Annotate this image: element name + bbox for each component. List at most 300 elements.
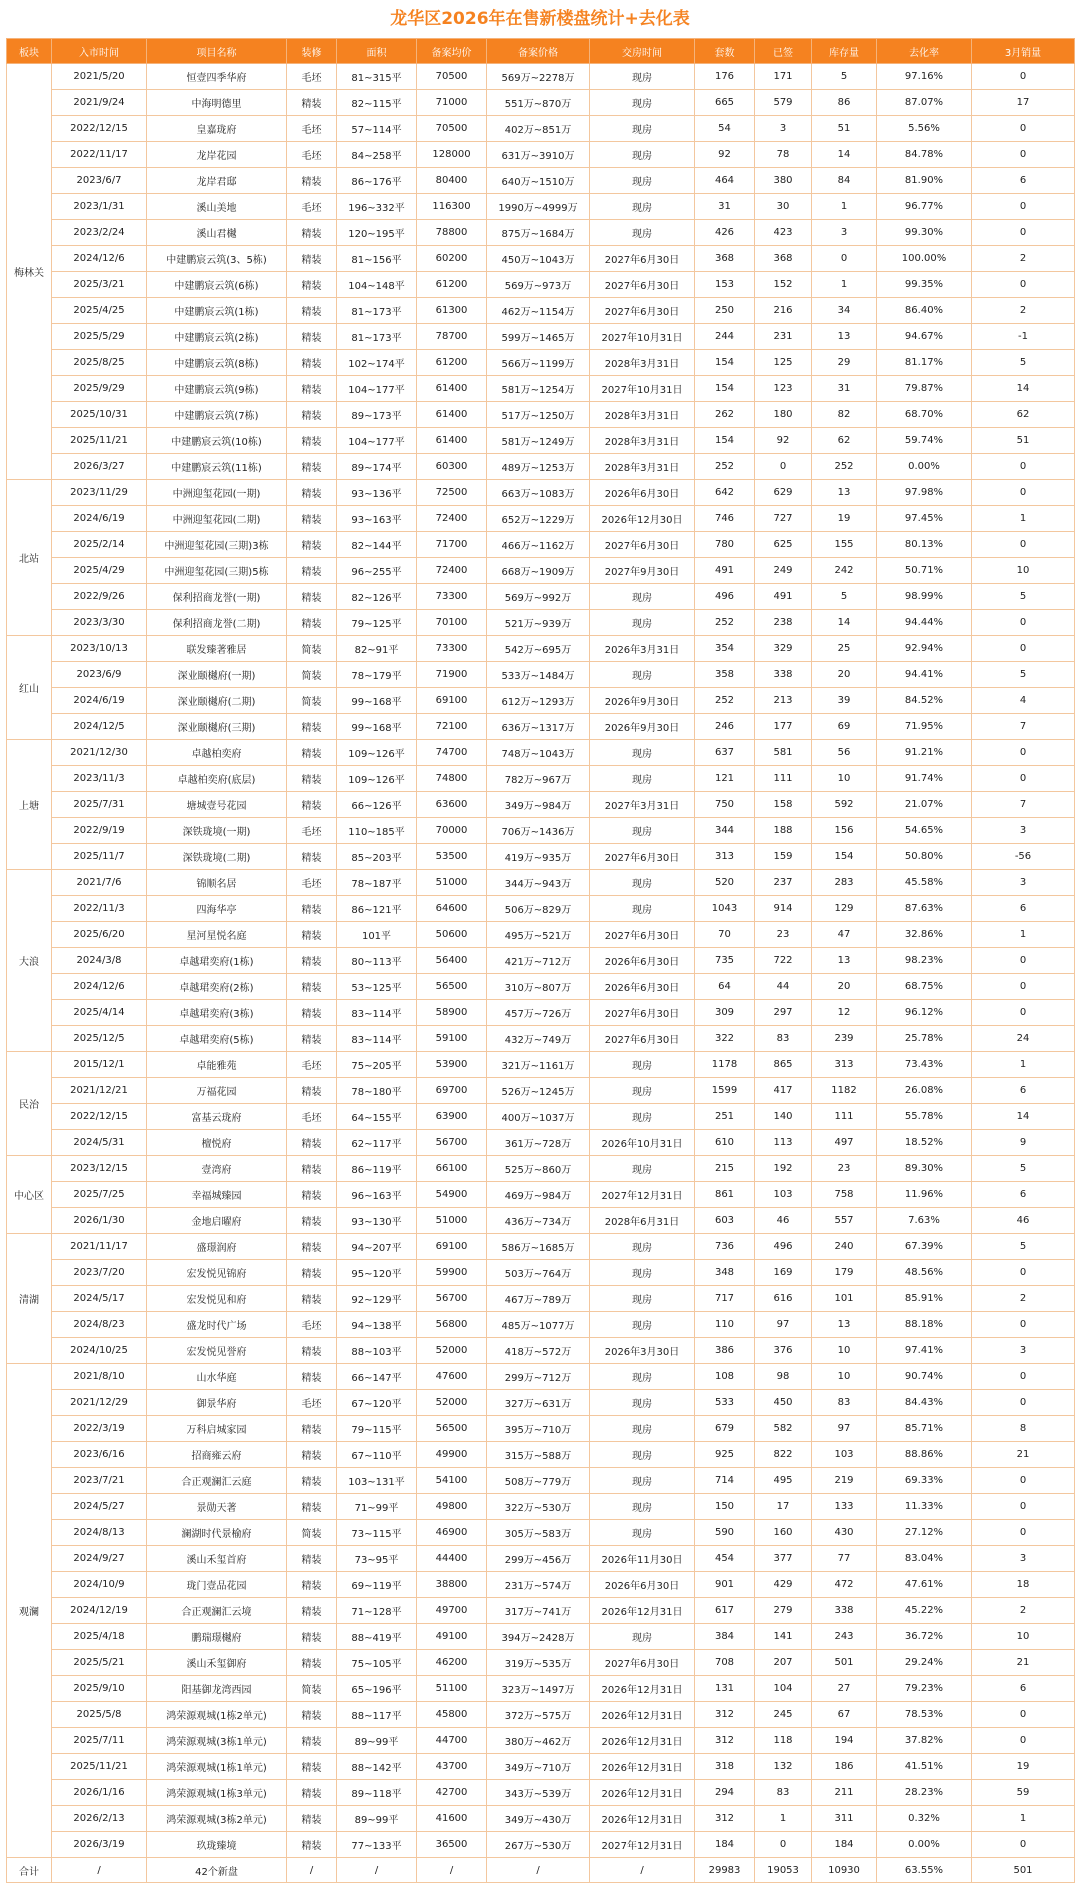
table-cell: 98: [755, 1364, 812, 1390]
table-cell: 2025/12/5: [52, 1026, 147, 1052]
table-cell: 49700: [417, 1598, 487, 1624]
table-cell: 663万~1083万: [487, 480, 590, 506]
table-cell: 0: [972, 1520, 1075, 1546]
table-cell: 82~115平: [337, 90, 417, 116]
table-cell: 71900: [417, 662, 487, 688]
table-row: [7, 1650, 1075, 1676]
table-cell: 21: [972, 1650, 1075, 1676]
table-cell: 69700: [417, 1078, 487, 1104]
table-cell: 110: [695, 1312, 755, 1338]
total-cell: 42个新盘: [147, 1858, 287, 1883]
table-cell: 312: [695, 1702, 755, 1728]
table-cell: 32.86%: [877, 922, 972, 948]
table-cell: 322万~530万: [487, 1494, 590, 1520]
table-cell: 78~187平: [337, 870, 417, 896]
table-cell: 60200: [417, 246, 487, 272]
table-cell: 472: [812, 1572, 877, 1598]
table-cell: 0: [972, 1728, 1075, 1754]
table-cell: 249: [755, 558, 812, 584]
table-row: [7, 1416, 1075, 1442]
table-cell: 70500: [417, 116, 487, 142]
table-cell: 525万~860万: [487, 1156, 590, 1182]
table-cell: 精装: [287, 740, 337, 766]
table-cell: 精装: [287, 1442, 337, 1468]
table-cell: 3: [972, 1338, 1075, 1364]
table-cell: 2024/9/27: [52, 1546, 147, 1572]
table-cell: 69: [812, 714, 877, 740]
table-cell: 2026年12月31日: [590, 1780, 695, 1806]
table-cell: 54.65%: [877, 818, 972, 844]
table-cell: 59900: [417, 1260, 487, 1286]
table-cell: 72400: [417, 506, 487, 532]
table-row: [7, 636, 1075, 662]
table-cell: 77~133平: [337, 1832, 417, 1858]
table-cell: 2026年11月30日: [590, 1546, 695, 1572]
table-cell: 101平: [337, 922, 417, 948]
table-cell: 83~114平: [337, 1026, 417, 1052]
table-cell: 2026年12月31日: [590, 1806, 695, 1832]
table-cell: 现房: [590, 1286, 695, 1312]
table-cell: 252: [695, 610, 755, 636]
table-cell: 377: [755, 1546, 812, 1572]
table-cell: 2028年3月31日: [590, 350, 695, 376]
table-cell: 426: [695, 220, 755, 246]
table-cell: 56700: [417, 1130, 487, 1156]
table-cell: 252: [812, 454, 877, 480]
table-cell: 103: [755, 1182, 812, 1208]
table-cell: 311: [812, 1806, 877, 1832]
table-cell: 454: [695, 1546, 755, 1572]
district-cell: 观澜: [7, 1364, 52, 1858]
table-cell: 2024/8/23: [52, 1312, 147, 1338]
table-cell: 2028年6月31日: [590, 1208, 695, 1234]
table-cell: 714: [695, 1468, 755, 1494]
table-cell: 71~128平: [337, 1598, 417, 1624]
table-cell: 297: [755, 1000, 812, 1026]
table-cell: 78~179平: [337, 662, 417, 688]
table-cell: 2026年12月30日: [590, 506, 695, 532]
table-cell: 23: [812, 1156, 877, 1182]
table-cell: 0.32%: [877, 1806, 972, 1832]
table-cell: 2023/12/15: [52, 1156, 147, 1182]
table-cell: 精装: [287, 90, 337, 116]
table-cell: 精装: [287, 1832, 337, 1858]
table-cell: 精装: [287, 1182, 337, 1208]
table-cell: 5: [812, 64, 877, 90]
table-cell: 2026年3月30日: [590, 1338, 695, 1364]
table-cell: 82~91平: [337, 636, 417, 662]
table-cell: 2028年3月31日: [590, 454, 695, 480]
table-cell: 77: [812, 1546, 877, 1572]
table-cell: 0: [972, 532, 1075, 558]
table-cell: 13: [812, 1312, 877, 1338]
table-cell: 73300: [417, 636, 487, 662]
table-cell: 1182: [812, 1078, 877, 1104]
table-cell: 保利招商龙誉(二期): [147, 610, 287, 636]
table-cell: 251: [695, 1104, 755, 1130]
table-cell: 497: [812, 1130, 877, 1156]
table-cell: 39: [812, 688, 877, 714]
table-cell: 51: [972, 428, 1075, 454]
table-cell: 104: [755, 1676, 812, 1702]
table-cell: 2027年6月30日: [590, 844, 695, 870]
table-cell: 精装: [287, 1780, 337, 1806]
table-cell: 376: [755, 1338, 812, 1364]
table-cell: 精装: [287, 1208, 337, 1234]
table-cell: 82~144平: [337, 532, 417, 558]
table-cell: 2023/2/24: [52, 220, 147, 246]
table-cell: 131: [695, 1676, 755, 1702]
table-cell: 81~156平: [337, 246, 417, 272]
table-cell: 368: [695, 246, 755, 272]
table-cell: 34: [812, 298, 877, 324]
table-cell: 11.33%: [877, 1494, 972, 1520]
table-cell: 358: [695, 662, 755, 688]
table-cell: 溪山禾玺御府: [147, 1650, 287, 1676]
table-row: [7, 1234, 1075, 1260]
table-cell: 92~129平: [337, 1286, 417, 1312]
table-cell: 14: [812, 142, 877, 168]
table-cell: 80.13%: [877, 532, 972, 558]
table-row: [7, 974, 1075, 1000]
table-cell: 46: [755, 1208, 812, 1234]
table-cell: 精装: [287, 1624, 337, 1650]
table-cell: 96~163平: [337, 1182, 417, 1208]
table-cell: 26.08%: [877, 1078, 972, 1104]
table-cell: 73.43%: [877, 1052, 972, 1078]
table-row: [7, 64, 1075, 90]
table-cell: 566万~1199万: [487, 350, 590, 376]
table-cell: 阳基御龙湾西园: [147, 1676, 287, 1702]
table-cell: 0: [972, 740, 1075, 766]
table-cell: 109~126平: [337, 740, 417, 766]
table-row: [7, 1286, 1075, 1312]
table-cell: 简装: [287, 662, 337, 688]
table-cell: 78~180平: [337, 1078, 417, 1104]
table-cell: 46900: [417, 1520, 487, 1546]
table-cell: 69100: [417, 688, 487, 714]
table-cell: 323万~1497万: [487, 1676, 590, 1702]
table-cell: 2021/9/24: [52, 90, 147, 116]
table-cell: 41.51%: [877, 1754, 972, 1780]
table-cell: 750: [695, 792, 755, 818]
table-cell: 精装: [287, 922, 337, 948]
table-cell: 129: [812, 896, 877, 922]
table-cell: 309: [695, 1000, 755, 1026]
table-cell: 402万~851万: [487, 116, 590, 142]
table-cell: 708: [695, 1650, 755, 1676]
table-cell: 精装: [287, 1598, 337, 1624]
table-cell: 25.78%: [877, 1026, 972, 1052]
table-cell: 417: [755, 1078, 812, 1104]
table-cell: 36500: [417, 1832, 487, 1858]
table-cell: 2026年12月31日: [590, 1702, 695, 1728]
total-cell: /: [590, 1858, 695, 1883]
table-cell: 617: [695, 1598, 755, 1624]
table-cell: 569万~973万: [487, 272, 590, 298]
table-cell: 85.71%: [877, 1416, 972, 1442]
table-cell: 0: [972, 610, 1075, 636]
table-cell: 2027年3月31日: [590, 792, 695, 818]
table-cell: 现房: [590, 1624, 695, 1650]
table-cell: 67: [812, 1702, 877, 1728]
table-cell: 372万~575万: [487, 1702, 590, 1728]
table-cell: 156: [812, 818, 877, 844]
table-cell: 63900: [417, 1104, 487, 1130]
table-cell: 18.52%: [877, 1130, 972, 1156]
table-cell: 2025/6/20: [52, 922, 147, 948]
table-cell: 御景华府: [147, 1390, 287, 1416]
table-cell: 中建鹏宸云筑(7栋): [147, 402, 287, 428]
table-cell: 464: [695, 168, 755, 194]
table-cell: 194: [812, 1728, 877, 1754]
header-cell: 已签: [755, 39, 812, 64]
table-cell: 2024/3/8: [52, 948, 147, 974]
table-cell: 120~195平: [337, 220, 417, 246]
table-cell: 160: [755, 1520, 812, 1546]
table-cell: 鹏瑞璟樾府: [147, 1624, 287, 1650]
district-cell: 中心区: [7, 1156, 52, 1234]
table-cell: 27: [812, 1676, 877, 1702]
table-cell: 79.87%: [877, 376, 972, 402]
table-cell: 精装: [287, 610, 337, 636]
table-cell: 精装: [287, 1650, 337, 1676]
table-cell: 97.45%: [877, 506, 972, 532]
table-cell: 卓越珺奕府(3栋): [147, 1000, 287, 1026]
table-cell: 0: [972, 1832, 1075, 1858]
table-cell: 2024/6/19: [52, 506, 147, 532]
table-cell: 60300: [417, 454, 487, 480]
table-cell: 2026年9月30日: [590, 714, 695, 740]
table-cell: 70000: [417, 818, 487, 844]
table-cell: 384: [695, 1624, 755, 1650]
table-cell: 2026年9月30日: [590, 688, 695, 714]
table-cell: 418万~572万: [487, 1338, 590, 1364]
table-cell: 0: [972, 636, 1075, 662]
table-row: [7, 1546, 1075, 1572]
table-cell: 88~142平: [337, 1754, 417, 1780]
table-cell: -1: [972, 324, 1075, 350]
table-cell: 158: [755, 792, 812, 818]
table-cell: 99~168平: [337, 714, 417, 740]
table-cell: 861: [695, 1182, 755, 1208]
table-cell: 97: [812, 1416, 877, 1442]
table-cell: 462万~1154万: [487, 298, 590, 324]
table-cell: 2025/8/25: [52, 350, 147, 376]
table-row: [7, 1728, 1075, 1754]
table-cell: 62~117平: [337, 1130, 417, 1156]
table-cell: 421万~712万: [487, 948, 590, 974]
table-cell: 250: [695, 298, 755, 324]
table-cell: 2025/4/29: [52, 558, 147, 584]
table-cell: 90.74%: [877, 1364, 972, 1390]
table-cell: 344万~943万: [487, 870, 590, 896]
table-cell: 118: [755, 1728, 812, 1754]
table-cell: 29.24%: [877, 1650, 972, 1676]
table-cell: 精装: [287, 1806, 337, 1832]
table-row: [7, 1754, 1075, 1780]
table-cell: 207: [755, 1650, 812, 1676]
table-cell: 83: [812, 1390, 877, 1416]
table-cell: 精装: [287, 792, 337, 818]
table-cell: 保利招商龙誉(一期): [147, 584, 287, 610]
table-cell: 6: [972, 168, 1075, 194]
table-cell: 现房: [590, 610, 695, 636]
table-cell: 联发臻著雅居: [147, 636, 287, 662]
table-cell: 177: [755, 714, 812, 740]
table-cell: 78800: [417, 220, 487, 246]
table-cell: 44: [755, 974, 812, 1000]
table-cell: 21: [972, 1442, 1075, 1468]
table-cell: 毛坯: [287, 116, 337, 142]
table-cell: 现房: [590, 740, 695, 766]
table-cell: 现房: [590, 194, 695, 220]
table-cell: 14: [972, 1104, 1075, 1130]
table-cell: 宏发悦见誉府: [147, 1338, 287, 1364]
table-cell: 现房: [590, 142, 695, 168]
table-cell: 鸿荣源观城(3栋2单元): [147, 1806, 287, 1832]
table-cell: 2025/2/14: [52, 532, 147, 558]
table-cell: 2023/11/3: [52, 766, 147, 792]
table-cell: 496: [755, 1234, 812, 1260]
table-cell: 精装: [287, 766, 337, 792]
table-cell: 2027年10月31日: [590, 324, 695, 350]
table-cell: 现房: [590, 1052, 695, 1078]
table-cell: 71000: [417, 90, 487, 116]
table-cell: 2025/4/14: [52, 1000, 147, 1026]
table-cell: 2025/9/29: [52, 376, 147, 402]
table-cell: 81.17%: [877, 350, 972, 376]
table-row: [7, 662, 1075, 688]
table-cell: 94~207平: [337, 1234, 417, 1260]
table-cell: 精装: [287, 272, 337, 298]
total-cell: 10930: [812, 1858, 877, 1883]
table-cell: 2026/2/13: [52, 1806, 147, 1832]
table-cell: 5: [972, 1234, 1075, 1260]
table-cell: 64~155平: [337, 1104, 417, 1130]
table-cell: 19: [972, 1754, 1075, 1780]
table-cell: 94~138平: [337, 1312, 417, 1338]
table-cell: 354: [695, 636, 755, 662]
table-cell: 43700: [417, 1754, 487, 1780]
table-cell: 569万~992万: [487, 584, 590, 610]
table-cell: 450万~1043万: [487, 246, 590, 272]
table-row: [7, 1104, 1075, 1130]
table-cell: 2026年12月31日: [590, 1598, 695, 1624]
table-cell: 现房: [590, 1078, 695, 1104]
table-cell: 精装: [287, 1338, 337, 1364]
table-cell: 83.04%: [877, 1546, 972, 1572]
table-cell: 鸿荣源观城(1栋1单元): [147, 1754, 287, 1780]
table-cell: 0: [972, 1364, 1075, 1390]
table-cell: 精装: [287, 1468, 337, 1494]
table-cell: 星河星悦名庭: [147, 922, 287, 948]
table-cell: 10: [972, 558, 1075, 584]
table-cell: 2022/9/19: [52, 818, 147, 844]
table-cell: 87.63%: [877, 896, 972, 922]
table-cell: 2: [972, 246, 1075, 272]
table-cell: 84.78%: [877, 142, 972, 168]
table-cell: 53900: [417, 1052, 487, 1078]
table-cell: 184: [695, 1832, 755, 1858]
table-cell: 94.41%: [877, 662, 972, 688]
table-cell: 495: [755, 1468, 812, 1494]
table-cell: 现房: [590, 1416, 695, 1442]
table-cell: 780: [695, 532, 755, 558]
table-cell: 0: [972, 974, 1075, 1000]
table-row: [7, 1780, 1075, 1806]
table-cell: 67~120平: [337, 1390, 417, 1416]
table-cell: 485万~1077万: [487, 1312, 590, 1338]
table-row: [7, 1390, 1075, 1416]
table-cell: 现房: [590, 168, 695, 194]
table-cell: 2024/5/31: [52, 1130, 147, 1156]
table-cell: 36.72%: [877, 1624, 972, 1650]
table-cell: 1: [812, 194, 877, 220]
table-cell: 436万~734万: [487, 1208, 590, 1234]
table-cell: 299万~712万: [487, 1364, 590, 1390]
table-row: [7, 870, 1075, 896]
table-cell: 83: [755, 1026, 812, 1052]
table-cell: 517万~1250万: [487, 402, 590, 428]
table-cell: 102~174平: [337, 350, 417, 376]
table-cell: 精装: [287, 584, 337, 610]
table-cell: 5: [812, 584, 877, 610]
total-cell: 501: [972, 1858, 1075, 1883]
table-cell: 467万~789万: [487, 1286, 590, 1312]
table-cell: 精装: [287, 532, 337, 558]
table-row: [7, 220, 1075, 246]
table-cell: 现房: [590, 1442, 695, 1468]
table-cell: 48.56%: [877, 1260, 972, 1286]
table-cell: 599万~1465万: [487, 324, 590, 350]
table-cell: 精装: [287, 168, 337, 194]
table-cell: 0: [972, 480, 1075, 506]
table-row: [7, 1702, 1075, 1728]
header-cell: 套数: [695, 39, 755, 64]
table-row: [7, 766, 1075, 792]
table-cell: 0: [972, 220, 1075, 246]
table-cell: 毛坯: [287, 870, 337, 896]
table-cell: 45800: [417, 1702, 487, 1728]
table-cell: 81~173平: [337, 298, 417, 324]
table-row: [7, 428, 1075, 454]
table-cell: 毛坯: [287, 1052, 337, 1078]
table-cell: 71.95%: [877, 714, 972, 740]
table-cell: 精装: [287, 246, 337, 272]
table-cell: 1: [812, 272, 877, 298]
table-cell: 262: [695, 402, 755, 428]
table-cell: 45.58%: [877, 870, 972, 896]
table-cell: 壹湾府: [147, 1156, 287, 1182]
table-cell: 2027年6月30日: [590, 532, 695, 558]
table-cell: 581: [755, 740, 812, 766]
table-cell: 57~114平: [337, 116, 417, 142]
header-cell: 去化率: [877, 39, 972, 64]
table-cell: 84.52%: [877, 688, 972, 714]
table-cell: 110~185平: [337, 818, 417, 844]
table-row: [7, 584, 1075, 610]
table-cell: 0: [972, 1390, 1075, 1416]
table-cell: 231万~574万: [487, 1572, 590, 1598]
table-cell: 2023/7/21: [52, 1468, 147, 1494]
table-cell: 2023/10/13: [52, 636, 147, 662]
header-cell: 3月销量: [972, 39, 1075, 64]
table-cell: 154: [695, 428, 755, 454]
table-cell: 2022/3/19: [52, 1416, 147, 1442]
table-cell: 186: [812, 1754, 877, 1780]
table-cell: 精装: [287, 844, 337, 870]
